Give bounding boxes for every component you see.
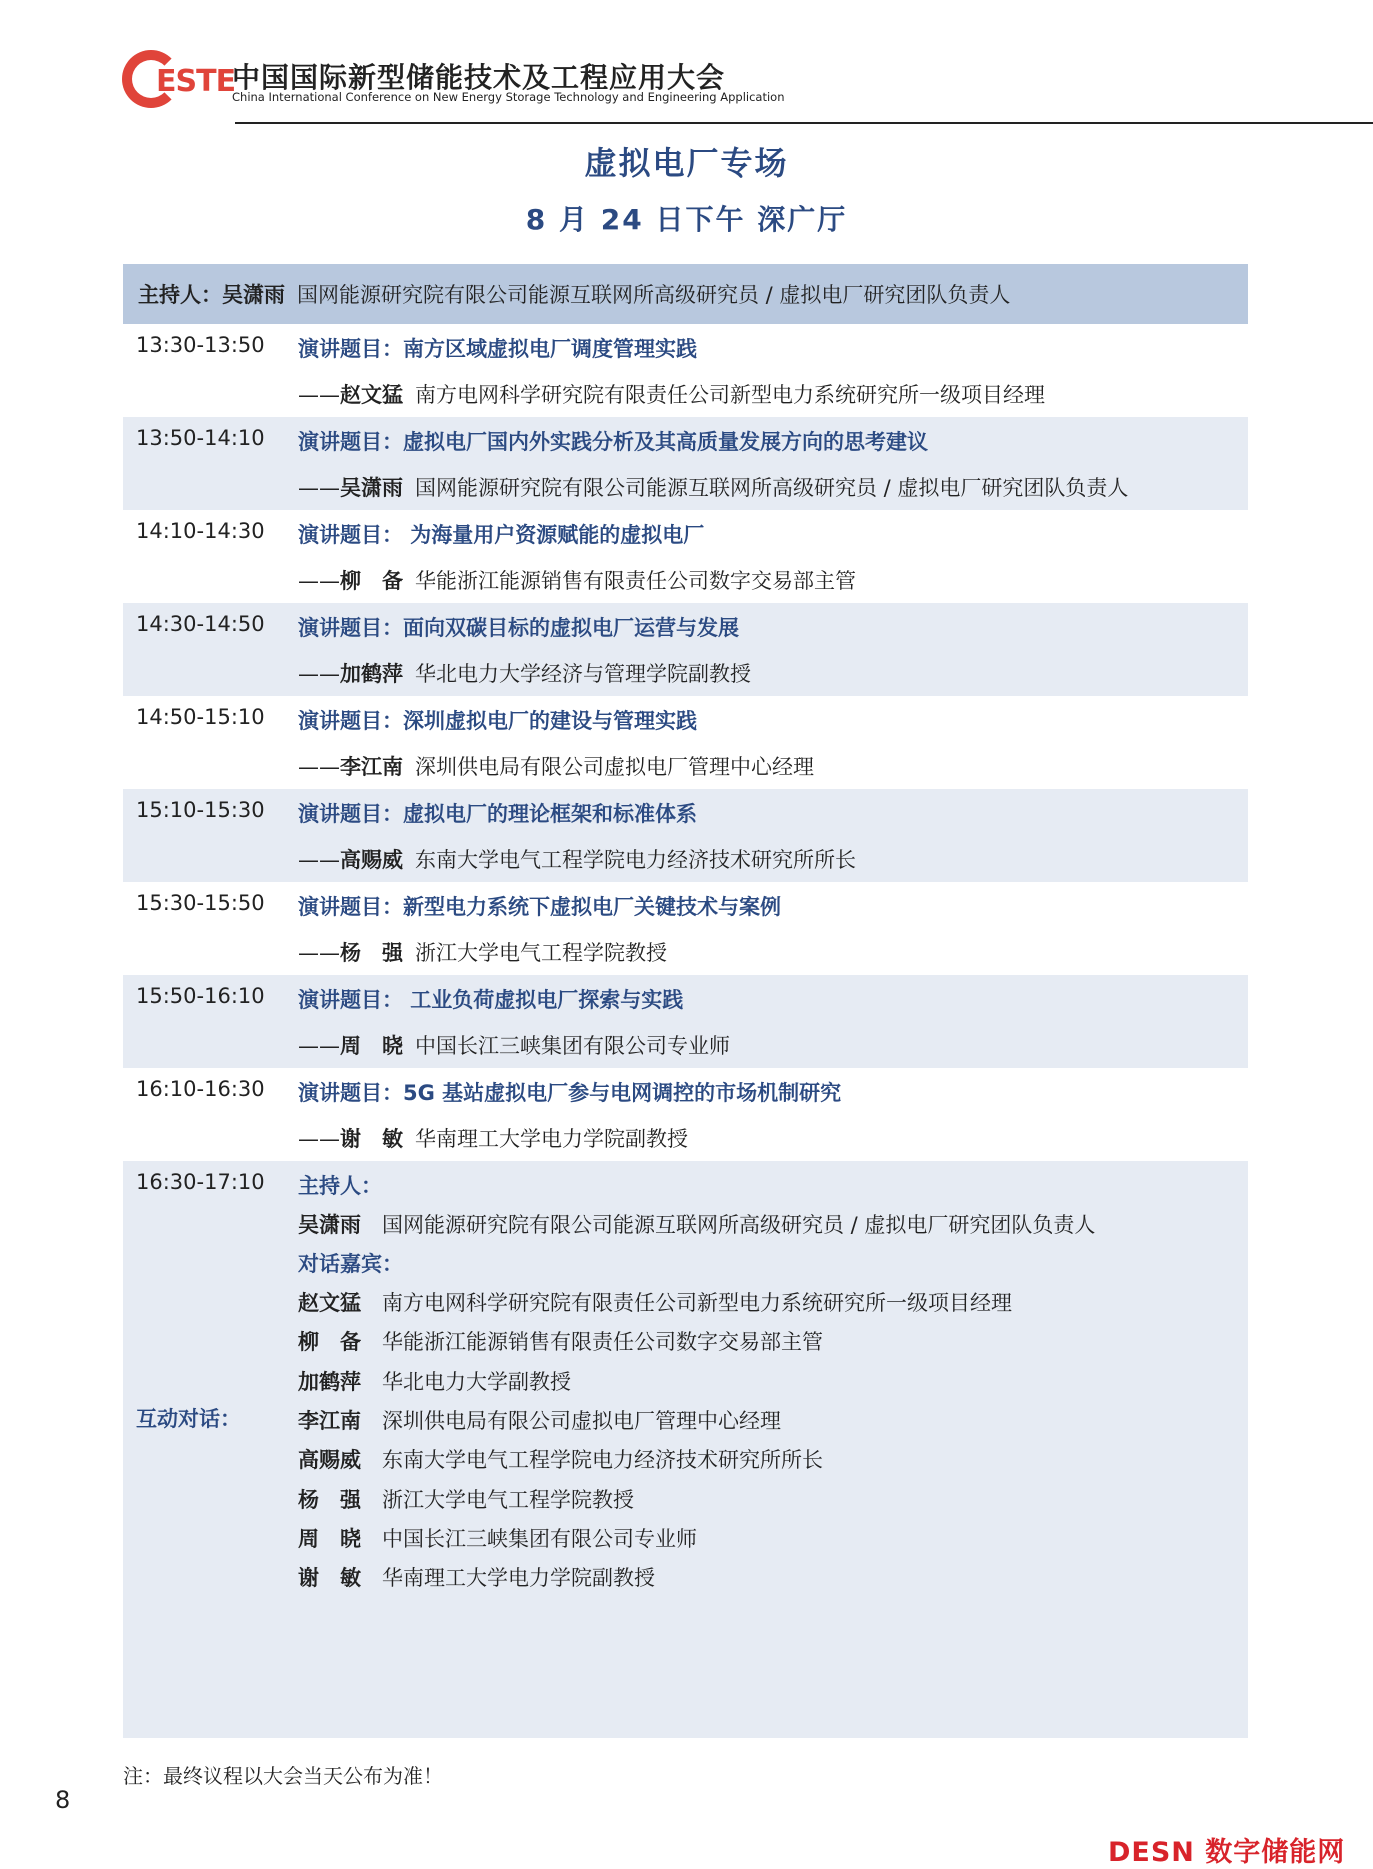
panel-host-line [298,1209,1095,1239]
session-time: 14:30-14:50 [136,612,265,636]
session-topic: 演讲题目： 为海量用户资源赋能的虚拟电厂 [298,523,705,547]
guest-name: 柳 备 [298,1330,361,1355]
panel-host-name: 吴潇雨 [298,1213,361,1237]
host-name: 吴潇雨 [222,283,285,307]
session-topic: 演讲题目：虚拟电厂国内外实践分析及其高质量发展方向的思考建议 [298,430,928,454]
cste-logo [120,44,236,122]
speaker-affiliation: 华南理工大学电力学院副教授 [415,1127,688,1151]
speaker-name: 李江南 [340,755,403,779]
session-topic: 演讲题目：南方区域虚拟电厂调度管理实践 [298,337,697,361]
guest-affiliation: 浙江大学电气工程学院教授 [382,1487,634,1512]
conference-name-en: China International Conference on New Energy Storage Technology and Engineering Application [232,90,785,104]
session-topic: 演讲题目：虚拟电厂的理论框架和标准体系 [298,802,697,826]
session-topic: 演讲题目：新型电力系统下虚拟电厂关键技术与案例 [298,895,781,919]
speaker-name: 高赐威 [340,848,403,872]
speaker-dash: —— [298,755,340,779]
speaker-name: 吴潇雨 [340,476,403,500]
speaker-name: 赵文猛 [340,383,403,407]
session-row [123,882,1248,975]
guest-name: 赵文猛 [298,1291,361,1315]
host-label: 主持人： [138,283,222,307]
session-speaker [298,472,1128,502]
guest-affiliation: 东南大学电气工程学院电力经济技术研究所所长 [382,1448,823,1473]
speaker-dash: —— [298,941,340,965]
guest-name: 谢 敏 [298,1566,361,1591]
panel-guest [298,1484,634,1514]
speaker-dash: —— [298,662,340,686]
host-title: 国网能源研究院有限公司能源互联网所高级研究员 / 虚拟电厂研究团队负责人 [297,283,1011,307]
speaker-dash: —— [298,569,340,593]
session-row [123,510,1248,603]
session-topic: 演讲题目： 工业负荷虚拟电厂探索与实践 [298,988,684,1012]
session-row [123,417,1248,510]
speaker-dash: —— [298,476,340,500]
session-topic: 演讲题目：深圳虚拟电厂的建设与管理实践 [298,709,697,733]
session-time: 14:50-15:10 [136,705,265,729]
session-row [123,975,1248,1068]
speaker-affiliation: 深圳供电局有限公司虚拟电厂管理中心经理 [415,755,814,779]
session-time: 13:30-13:50 [136,333,265,357]
panel-guest [298,1562,655,1592]
session-time: 15:50-16:10 [136,984,265,1008]
session-time: 15:30-15:50 [136,891,265,915]
panel-host-affil: 国网能源研究院有限公司能源互联网所高级研究员 / 虚拟电厂研究团队负责人 [382,1213,1096,1237]
guest-affiliation: 华能浙江能源销售有限责任公司数字交易部主管 [382,1330,823,1355]
agenda-table [123,264,1248,1738]
brand-logo: DESN 数字储能网 [1108,1837,1346,1868]
session-topic: 演讲题目：面向双碳目标的虚拟电厂运营与发展 [298,616,739,640]
panel-host-label: 主持人： [298,1174,382,1198]
speaker-name: 加鹤萍 [340,662,403,686]
speaker-affiliation: 南方电网科学研究院有限责任公司新型电力系统研究所一级项目经理 [415,383,1045,407]
guest-affiliation: 华南理工大学电力学院副教授 [382,1566,655,1591]
speaker-affiliation: 国网能源研究院有限公司能源互联网所高级研究员 / 虚拟电厂研究团队负责人 [415,476,1129,500]
session-speaker [298,844,856,874]
guest-affiliation: 中国长江三峡集团有限公司专业师 [382,1526,697,1551]
panel-guest [298,1444,823,1474]
speaker-dash: —— [298,383,340,407]
speaker-name: 柳 备 [340,569,403,593]
session-row [123,1068,1248,1161]
header-divider [235,122,1373,124]
guest-affiliation: 南方电网科学研究院有限责任公司新型电力系统研究所一级项目经理 [382,1291,1012,1315]
session-speaker [298,565,856,595]
panel-discussion [123,1161,1248,1738]
page-title: 虚拟电厂专场 [584,144,789,182]
page-subtitle: 8 月 24 日下午 深广厅 [525,203,848,236]
session-speaker [298,1030,730,1060]
logo-text: ESTE [156,64,236,99]
guest-affiliation: 深圳供电局有限公司虚拟电厂管理中心经理 [382,1408,781,1433]
speaker-dash: —— [298,1127,340,1151]
session-speaker [298,658,751,688]
speaker-name: 杨 强 [340,941,403,965]
session-row [123,603,1248,696]
speaker-dash: —— [298,848,340,872]
session-topic: 演讲题目：5G 基站虚拟电厂参与电网调控的市场机制研究 [298,1081,842,1105]
speaker-affiliation: 华北电力大学经济与管理学院副教授 [415,662,751,686]
guest-name: 周 晓 [298,1526,361,1551]
panel-guest [298,1523,697,1553]
guest-affiliation: 华北电力大学副教授 [382,1369,571,1394]
conference-header [120,40,1373,125]
session-time: 15:10-15:30 [136,798,265,822]
session-speaker [298,379,1045,409]
speaker-affiliation: 华能浙江能源销售有限责任公司数字交易部主管 [415,569,856,593]
panel-guest [298,1366,571,1396]
host-row [123,264,1248,324]
panel-time: 16:30-17:10 [136,1170,265,1194]
speaker-affiliation: 浙江大学电气工程学院教授 [415,941,667,965]
panel-side-label: 互动对话： [136,1407,241,1431]
session-row [123,324,1248,417]
speaker-affiliation: 东南大学电气工程学院电力经济技术研究所所长 [415,848,856,872]
speaker-name: 周 晓 [340,1034,403,1058]
panel-guest [298,1405,781,1435]
session-row [123,696,1248,789]
session-speaker [298,751,814,781]
session-speaker [298,937,667,967]
session-row [123,789,1248,882]
conference-name-cn: 中国国际新型储能技术及工程应用大会 [232,61,726,94]
speaker-name: 谢 敏 [340,1127,403,1151]
guest-name: 杨 强 [298,1487,361,1512]
panel-guests-label: 对话嘉宾： [298,1252,403,1276]
speaker-affiliation: 中国长江三峡集团有限公司专业师 [415,1034,730,1058]
session-time: 14:10-14:30 [136,519,265,543]
guest-name: 李江南 [298,1408,361,1433]
panel-guest [298,1287,1012,1317]
page-number: 8 [55,1786,71,1814]
guest-name: 加鹤萍 [298,1369,361,1394]
guest-name: 高赐威 [298,1448,361,1473]
session-time: 13:50-14:10 [136,426,265,450]
session-time: 16:10-16:30 [136,1077,265,1101]
footnote: 注：最终议程以大会当天公布为准！ [123,1764,443,1788]
session-speaker [298,1123,688,1153]
speaker-dash: —— [298,1034,340,1058]
panel-guest [298,1326,823,1356]
